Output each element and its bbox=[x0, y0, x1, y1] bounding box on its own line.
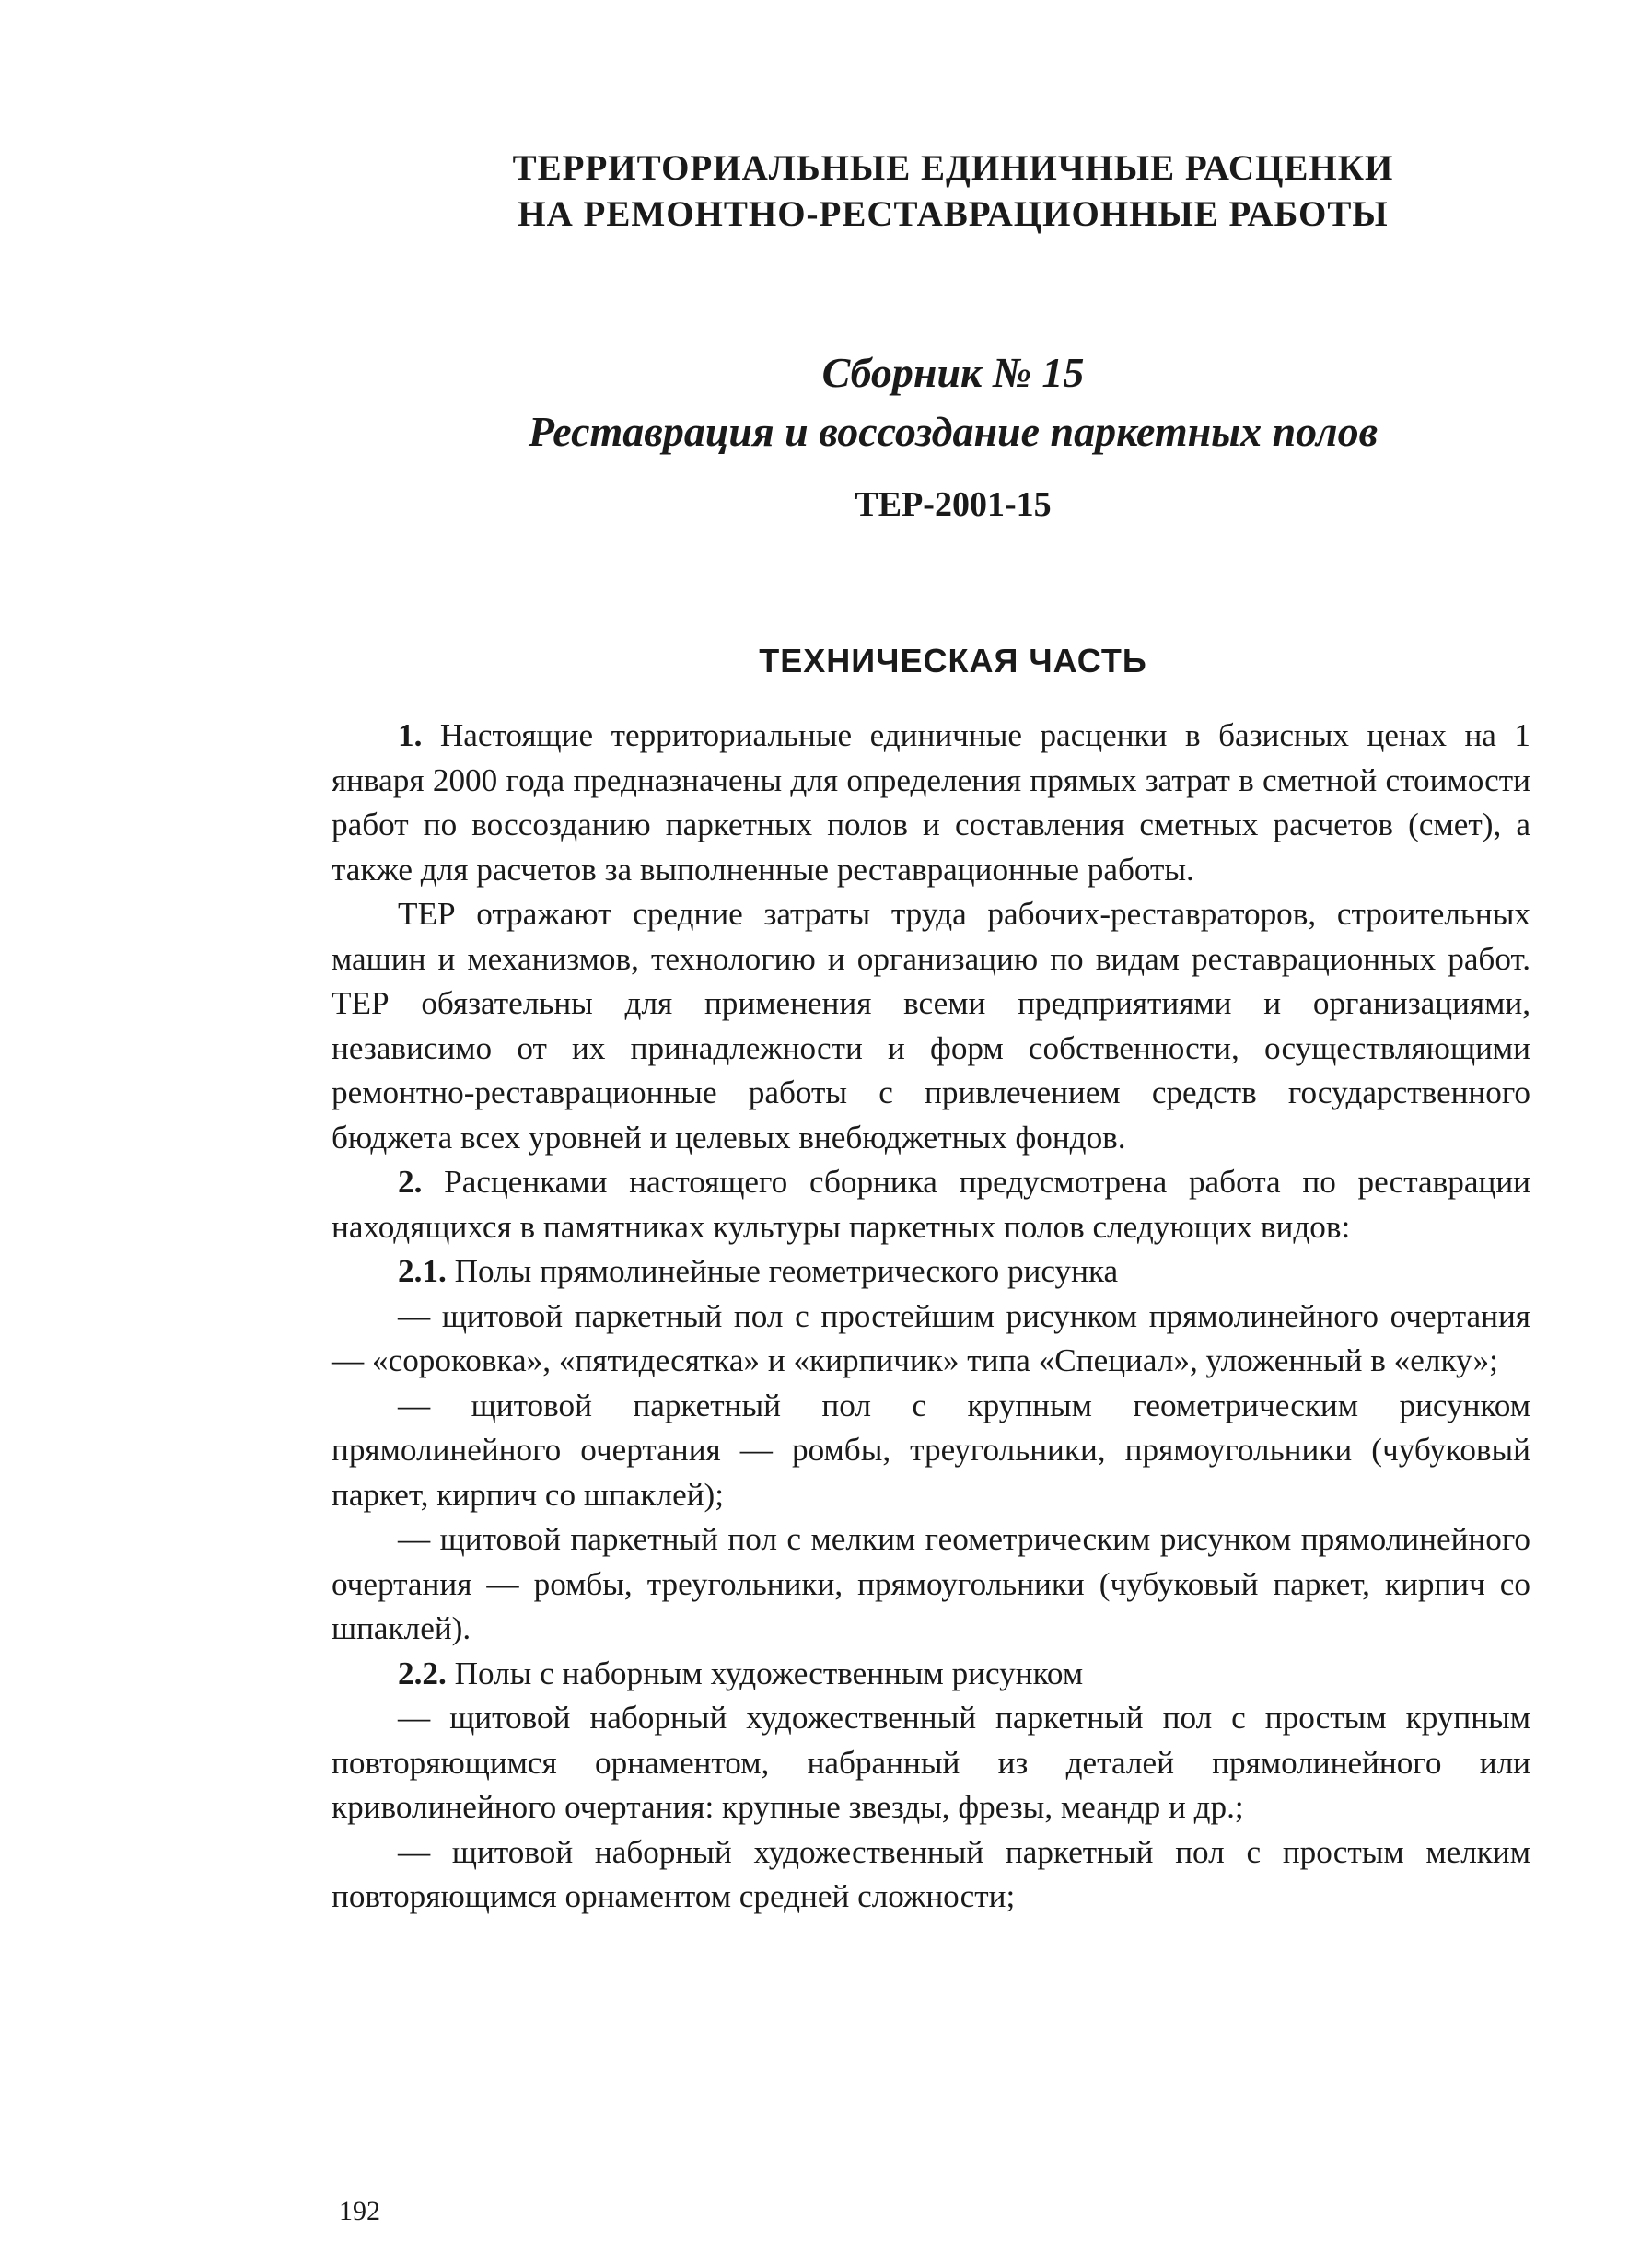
subsection-text: Полы прямолинейные геометрического рисунка bbox=[454, 1253, 1119, 1289]
paragraph-number: 2. bbox=[398, 1164, 423, 1200]
subsection-2-2-heading bbox=[332, 1652, 1530, 1697]
list-item: — щитовой паркетный пол с простейшим рисунком прямолинейного очертания — «сороковка», «пятидесятка» и «кирпичик» типа «Специал», уложенный в «елку»; bbox=[332, 1297, 1530, 1378]
document-title bbox=[332, 145, 1575, 238]
paragraph-3 bbox=[332, 1160, 1530, 1249]
paragraph-1 bbox=[332, 714, 1530, 892]
collection-code: ТЕР-2001-15 bbox=[855, 485, 1052, 524]
list-item: — щитовой наборный художественный паркетный пол с простым мелким повторяющимся орнаментом средней сложности; bbox=[332, 1833, 1530, 1914]
page-number: 192 bbox=[339, 2196, 380, 2226]
list-item: — щитовой паркетный пол с мелким геометрическим рисунком прямолинейного очертания — ромбы, треугольники, прямоугольники (чубуковый паркет, кирпич со шпаклей). bbox=[332, 1521, 1530, 1646]
title-line-1: ТЕРРИТОРИАЛЬНЫЕ ЕДИНИЧНЫЕ РАСЦЕНКИ bbox=[512, 148, 1394, 188]
document-body bbox=[332, 714, 1530, 1920]
subsection-2-1-heading bbox=[332, 1249, 1530, 1295]
paragraph-text: ТЕР отражают средние затраты труда рабочих-реставраторов, строительных машин и механизмов, технологию и организацию по видам реставрационных работ. ТЕР обязательны для применения всеми предприятиями и организациями, независимо от их принадлежности и форм собственности, осуществляющими ремонтно-реставрационные работы с привлечением средств государственного бюджета всех уровней и целевых внебюджетных фондов. bbox=[332, 896, 1530, 1156]
paragraph-number: 1. bbox=[398, 717, 423, 753]
collection-name: Реставрация и воссоздание паркетных полов bbox=[528, 408, 1379, 455]
paragraph-text: Настоящие территориальные единичные расценки в базисных ценах на 1 января 2000 года предназначены для определения прямых затрат в сметной стоимости работ по воссозданию паркетных полов и составления сметных расчетов (смет), а также для расчетов за выполненные реставрационные работы. bbox=[332, 717, 1530, 888]
list-item: — щитовой паркетный пол с крупным геометрическим рисунком прямолинейного очертания — ромбы, треугольники, прямоугольники (чубуковый паркет, кирпич со шпаклей); bbox=[332, 1387, 1530, 1513]
title-line-2: НА РЕМОНТНО-РЕСТАВРАЦИОННЫЕ РАБОТЫ bbox=[518, 194, 1389, 234]
subsection-text: Полы с наборным художественным рисунком bbox=[454, 1655, 1084, 1691]
paragraph-text: Расценками настоящего сборника предусмотрена работа по реставрации находящихся в памятниках культуры паркетных полов следующих видов: bbox=[332, 1164, 1530, 1245]
collection-number: Сборник № 15 bbox=[821, 349, 1085, 396]
subsection-number: 2.2. bbox=[398, 1655, 447, 1691]
section-title: ТЕХНИЧЕСКАЯ ЧАСТЬ bbox=[759, 642, 1147, 680]
list-item: — щитовой наборный художественный паркетный пол с простым крупным повторяющимся орнаментом, набранный из деталей прямолинейного или криволинейного очертания: крупные звезды, фрезы, меандр и др.; bbox=[332, 1700, 1530, 1825]
paragraph-2 bbox=[332, 892, 1530, 1160]
subsection-number: 2.1. bbox=[398, 1253, 447, 1289]
